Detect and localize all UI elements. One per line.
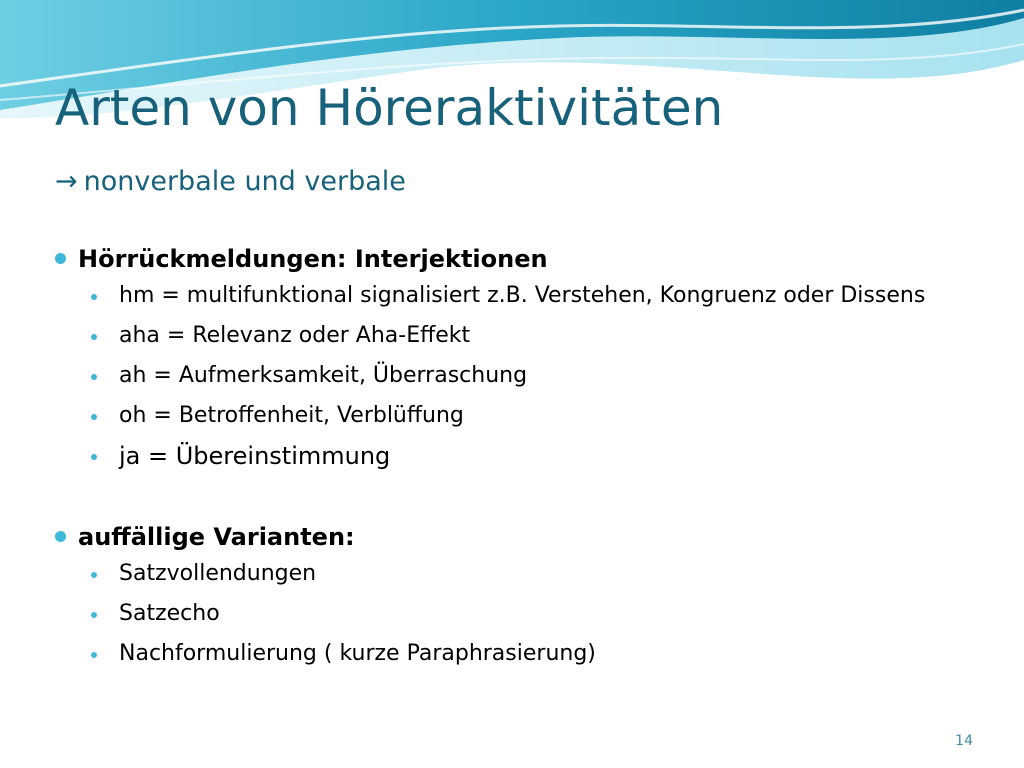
list-item bbox=[55, 599, 960, 629]
bullet-icon bbox=[91, 374, 97, 380]
list-item bbox=[55, 281, 960, 311]
list-item-text: ah = Aufmerksamkeit, Überraschung bbox=[119, 363, 528, 388]
section-heading bbox=[55, 519, 960, 555]
bullet-list bbox=[55, 281, 960, 471]
list-item-text: Satzvollendungen bbox=[119, 561, 317, 586]
content-body bbox=[55, 241, 960, 679]
bullet-icon bbox=[91, 414, 97, 420]
bullet-icon bbox=[91, 454, 97, 460]
section-heading-text: auffällige Varianten: bbox=[78, 523, 355, 551]
list-item-text: aha = Relevanz oder Aha-Effekt bbox=[119, 323, 471, 348]
right-arrow-icon: → bbox=[55, 166, 78, 197]
bullet-list bbox=[55, 559, 960, 669]
subtitle-text: nonverbale und verbale bbox=[83, 166, 406, 197]
section-hoerrueckmeldungen bbox=[55, 241, 960, 471]
bullet-icon bbox=[55, 531, 66, 542]
section-heading-text: Hörrückmeldungen: Interjektionen bbox=[78, 245, 548, 273]
bullet-icon bbox=[91, 294, 97, 300]
list-item-text: oh = Betroffenheit, Verblüffung bbox=[119, 403, 464, 428]
section-spacer bbox=[55, 481, 960, 519]
list-item bbox=[55, 559, 960, 589]
list-item-text: hm = multifunktional signalisiert z.B. Verstehen, Kongruenz oder Dissens bbox=[119, 283, 926, 308]
list-item bbox=[55, 321, 960, 351]
list-item bbox=[55, 401, 960, 431]
list-item-text: Satzecho bbox=[119, 601, 220, 626]
slide-title: Arten von Höreraktivitäten bbox=[55, 79, 724, 137]
section-heading bbox=[55, 241, 960, 277]
section-varianten bbox=[55, 519, 960, 669]
bullet-icon bbox=[91, 572, 97, 578]
bullet-icon bbox=[91, 612, 97, 618]
bullet-icon bbox=[91, 334, 97, 340]
bullet-icon bbox=[55, 253, 66, 264]
bullet-icon bbox=[91, 652, 97, 658]
list-item bbox=[55, 361, 960, 391]
list-item-text: Nachformulierung ( kurze Paraphrasierung) bbox=[119, 641, 596, 666]
list-item-text: ja = Übereinstimmung bbox=[119, 442, 391, 470]
slide-subtitle bbox=[55, 166, 406, 198]
slide-number: 14 bbox=[955, 733, 973, 749]
list-item bbox=[55, 441, 960, 471]
list-item bbox=[55, 639, 960, 669]
